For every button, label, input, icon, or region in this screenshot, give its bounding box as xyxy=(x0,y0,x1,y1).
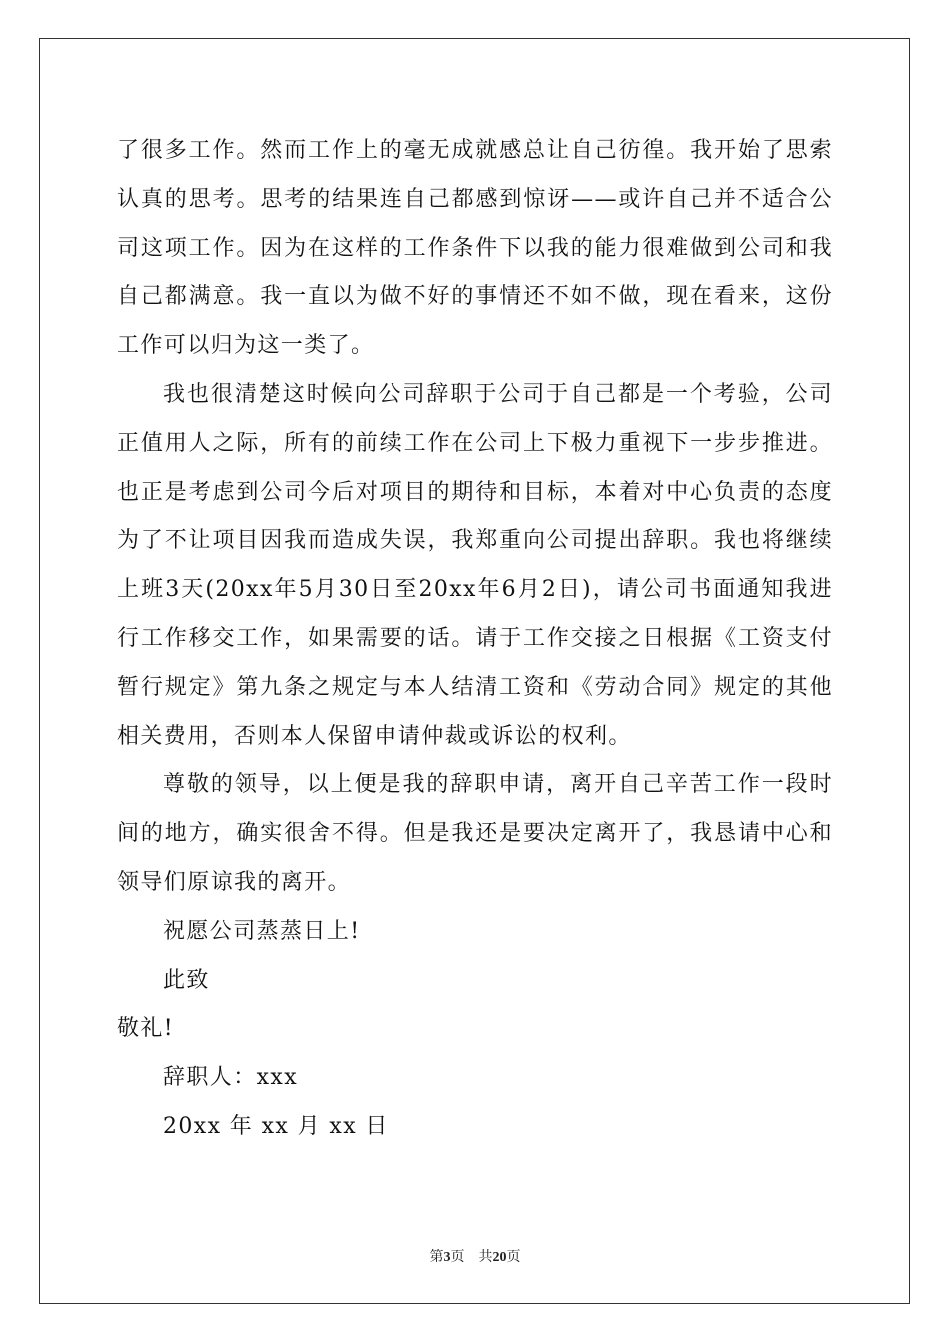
total-pages: 20 xyxy=(492,1250,507,1265)
total-suffix: 页 xyxy=(506,1249,521,1265)
total-prefix: 共 xyxy=(478,1249,493,1265)
paragraph-3: 尊敬的领导，以上便是我的辞职申请，离开自己辛苦工作一段时间的地方，确实很舍不得。但是我还是要决定离开了，我恳请中心和领导们原谅我的离开。 xyxy=(117,772,833,895)
paragraph-1: 了很多工作。然而工作上的毫无成就感总让自己彷徨。我开始了思索认真的思考。思考的结果连自己都感到惊讶——或许自己并不适合公司这项工作。因为在这样的工作条件下以我的能力很难做到公司和我自己都满意。我一直以为做不好的事情还不如不做，现在看来，这份工作可以归为这一类了。 xyxy=(117,138,833,359)
page-suffix: 页 xyxy=(450,1249,465,1265)
closing-respect: 敬礼! xyxy=(117,1016,175,1042)
page-footer xyxy=(0,1246,950,1266)
page-number: 3 xyxy=(443,1250,451,1265)
closing-wish: 祝愿公司蒸蒸日上! xyxy=(163,918,361,944)
date-line: 20xx 年 xx 月 xx 日 xyxy=(163,1113,389,1139)
page-prefix: 第 xyxy=(429,1249,444,1265)
signer-line: 辞职人：xxx xyxy=(163,1065,299,1091)
document-body xyxy=(117,127,833,1152)
paragraph-2: 我也很清楚这时候向公司辞职于公司于自己都是一个考验，公司正值用人之际，所有的前续工作在公司上下极力重视下一步步推进。也正是考虑到公司今后对项目的期待和目标，本着对中心负责的态度为了不让项目因我而造成失误，我郑重向公司提出辞职。我也将继续上班3天(20xx年5月30日至20xx年6月2日)，请公司书面通知我进行工作移交工作，如果需要的话。请于工作交接之日根据《工资支付暂行规定》第九条之规定与本人结清工资和《劳动合同》规定的其他相关费用，否则本人保留申请仲裁或诉讼的权利。 xyxy=(117,381,833,749)
closing-salutation: 此致 xyxy=(163,967,210,993)
